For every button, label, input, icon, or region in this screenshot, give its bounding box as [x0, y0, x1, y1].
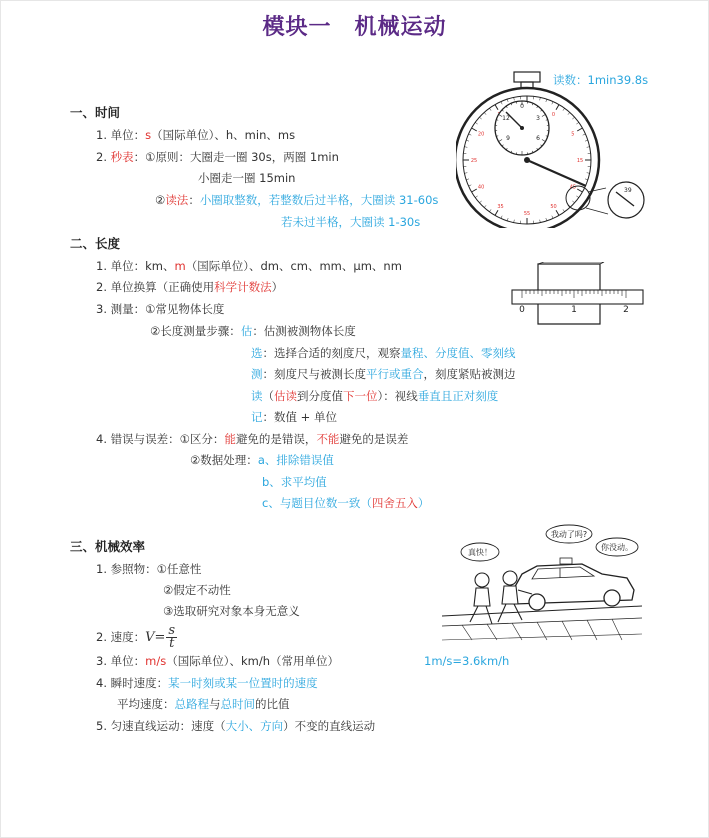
- big-tick-label: 15: [576, 158, 584, 164]
- section-length-heading: 二、长度: [70, 236, 121, 251]
- average-speed-line: 平均速度：总路程与总时间的比值: [117, 697, 290, 711]
- big-tick-label: 50: [550, 203, 557, 210]
- page-title: 模块一 机械运动: [262, 15, 447, 40]
- relative-motion-figure: [442, 522, 642, 647]
- stopwatch-figure: [456, 68, 656, 228]
- ruler-tick-label: 1: [571, 305, 577, 315]
- speech-bubble-text: 你没动。: [601, 543, 633, 552]
- step-record-line: 记：数值 + 单位: [251, 410, 337, 424]
- measure-line: 3. 测量：①常见物体长度: [96, 302, 225, 316]
- big-tick-label: 45: [569, 184, 577, 191]
- step-select-line: 选：选择合适的刻度尺，观察量程、分度值、零刻线: [251, 346, 516, 360]
- speed-formula-line: 2. 速度：V= $\frac{s}{t}$: [96, 623, 176, 651]
- small-dial-pivot: [520, 126, 524, 130]
- big-tick-label: 25: [470, 158, 478, 164]
- big-dial-pivot: [524, 157, 530, 163]
- step-measure-line: 测：刻度尺与被测长度平行或重合，刻度紧贴被测边: [251, 367, 516, 381]
- uniform-motion-line: 5. 匀速直线运动：速度（大小、方向）不变的直线运动: [96, 719, 376, 733]
- ruler-tick-label: 0: [519, 305, 525, 315]
- instant-speed-line: 4. 瞬时速度：某一时刻或某一位置时的速度: [96, 676, 318, 690]
- zoom-label: 39: [624, 187, 632, 194]
- big-tick-label: 40: [477, 184, 485, 191]
- car-wheel: [604, 590, 620, 606]
- big-tick-label: 5: [571, 131, 575, 138]
- error-line: 4. 错误与误差：①区分：能避免的是错误，不能避免的是误差: [96, 432, 409, 446]
- section-time-heading: 一、时间: [70, 105, 121, 120]
- big-tick-label: 55: [523, 211, 531, 217]
- data-processing-line: ②数据处理：a、排除错误值: [190, 453, 334, 467]
- section-motion-heading: 三、机械效率: [70, 539, 146, 554]
- reference-line-2: ②假定不动性: [163, 583, 231, 597]
- ruler-tick-label: 2: [623, 305, 629, 315]
- length-unit-line: 1. 单位：km、m（国际单位）、dm、cm、mm、μm、nm: [96, 259, 402, 273]
- stopwatch-crown: [514, 72, 540, 82]
- small-tick-label: 9: [506, 135, 510, 142]
- reference-line-3: ③选取研究对象本身无意义: [163, 604, 300, 618]
- speed-fraction: $\frac{s}{t}$: [168, 623, 176, 651]
- unit-conversion: 1m/s=3.6km/h: [424, 654, 510, 668]
- speed-unit-line: 3. 单位：m/s（国际单位）、km/h（常用单位）: [96, 654, 339, 668]
- big-tick-label: 20: [477, 131, 485, 138]
- stopwatch-line: 2. 秒表：①原则：大圈走一圈 30s，两圈 1min: [96, 150, 339, 164]
- small-tick-label: 0: [520, 103, 524, 110]
- measure-steps-line: ②长度测量步骤：估：估测被测物体长度: [150, 324, 356, 338]
- speech-bubble-text: 我动了吗?: [550, 530, 588, 539]
- speech-bubble-text: 真快！: [468, 548, 492, 557]
- small-tick-label: 3: [536, 115, 540, 122]
- reference-line-1: 1. 参照物：①任意性: [96, 562, 202, 576]
- digits-line: c、与题目位数一致（四舍五入）: [262, 496, 430, 510]
- big-tick-label: 0: [551, 112, 556, 119]
- unit-convert-line: 2. 单位换算（正确使用科学计数法）: [96, 280, 284, 294]
- big-tick-label: 35: [497, 203, 504, 210]
- step-read-line: 读（估读到分度值下一位）：视线垂直且正对刻度: [251, 389, 499, 403]
- zoom-connector: [586, 208, 608, 214]
- taxi-sign: [560, 558, 572, 564]
- stopwatch-line-2: 小圈走一圈 15min: [198, 171, 296, 185]
- reading-method-line-2: 若未过半格，大圈读 1-30s: [281, 215, 421, 229]
- average-line: b、求平均值: [262, 475, 327, 489]
- small-tick-label: 6: [536, 135, 540, 142]
- ruler-figure: [510, 262, 645, 332]
- reading-method-line: ②读法：小圈取整数，若整数后过半格，大圈读 31-60s: [155, 193, 439, 207]
- time-unit-line: 1. 单位：s（国际单位）、h、min、ms: [96, 128, 296, 142]
- ruler: [512, 290, 643, 304]
- small-tick-label: 12: [502, 115, 510, 122]
- reading-note: 读数：1min39.8s: [553, 73, 649, 87]
- car-wheel: [529, 594, 545, 610]
